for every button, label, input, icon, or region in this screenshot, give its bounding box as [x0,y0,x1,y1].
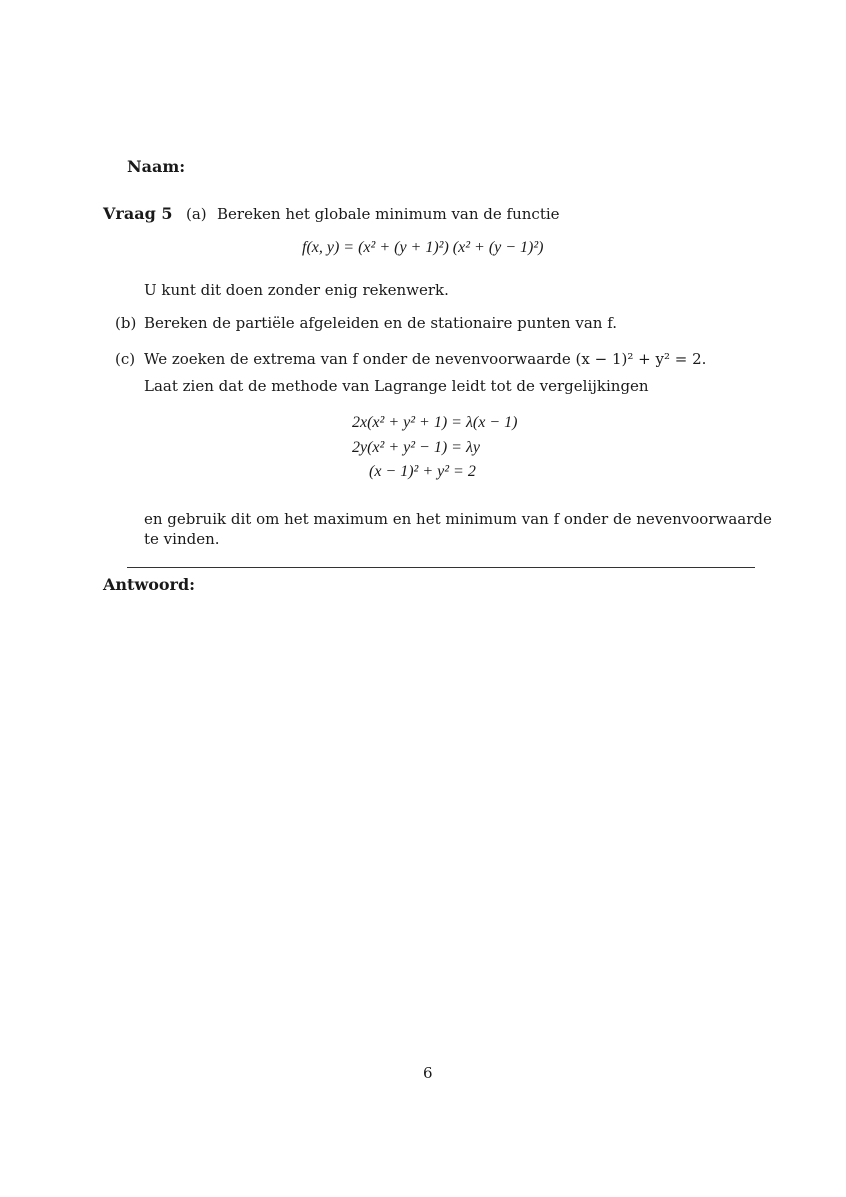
lagrange-equation-3: (x − 1)² + y² = 2 [369,463,476,480]
part-c-text: We zoeken de extrema van f onder de nevenvoorwaarde (x − 1)² + y² = 2. [144,350,707,368]
part-c-text3-line1: en gebruik dit om het maximum en het minimum van f onder de nevenvoorwaarde [144,510,772,528]
part-a-marker: (a) [186,205,207,223]
part-a-text: Bereken het globale minimum van de functie [217,205,560,223]
part-a-note: U kunt dit doen zonder enig rekenwerk. [144,281,449,299]
part-c-text2: Laat zien dat de methode van Lagrange leidt tot de vergelijkingen [144,377,649,395]
part-b-marker: (b) [115,314,137,332]
name-label: Naam: [127,157,186,176]
part-a-formula: f(x, y) = (x² + (y + 1)²) (x² + (y − 1)²) [302,239,544,256]
lagrange-equation-2: 2y(x² + y² − 1) = λy [352,439,480,456]
answer-label: Antwoord: [103,575,196,594]
part-c-text3-line2: te vinden. [144,530,220,548]
part-b-text: Bereken de partiële afgeleiden en de stationaire punten van f. [144,314,617,332]
part-c-marker: (c) [115,350,136,368]
separator-line [127,567,755,568]
question-label: Vraag 5 [103,204,173,223]
lagrange-equation-1: 2x(x² + y² + 1) = λ(x − 1) [352,414,518,431]
page-number: 6 [423,1064,433,1082]
